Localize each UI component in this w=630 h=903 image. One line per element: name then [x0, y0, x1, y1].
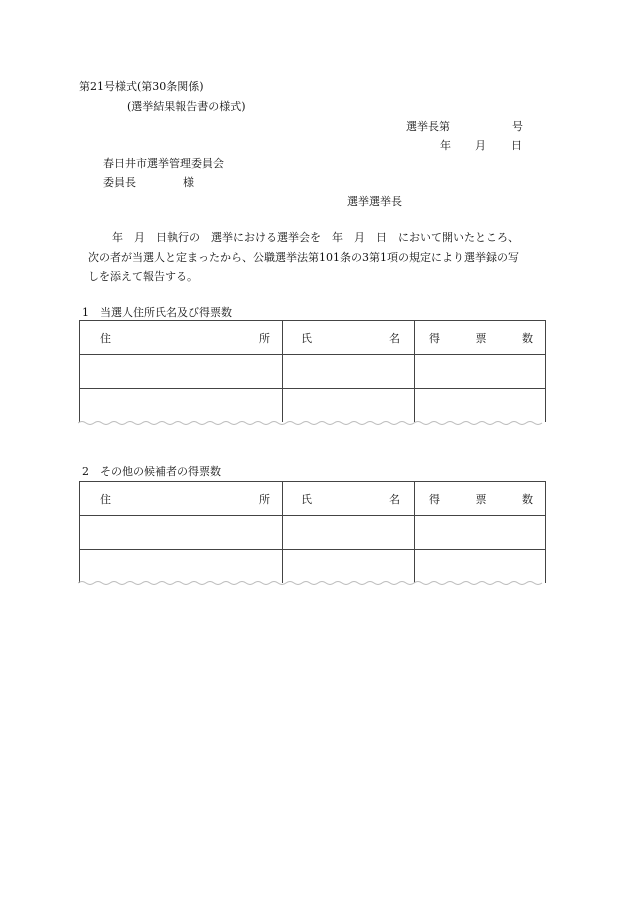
- table-cell: [283, 550, 415, 584]
- doc-ref-prefix: 選挙長第: [406, 120, 450, 133]
- table-row: [80, 550, 546, 584]
- date-month: 月: [475, 139, 486, 152]
- header-name: 氏 名: [283, 321, 415, 355]
- header-name: 氏 名: [283, 482, 415, 516]
- table-break-line: [78, 580, 546, 586]
- table-cell: [283, 389, 415, 423]
- other-candidates-table: [79, 481, 546, 583]
- date-day: 日: [511, 139, 522, 152]
- body-line: 次の者が当選人と定まったから、公職選挙法第101条の3第1項の規定により選挙録の写: [88, 250, 519, 264]
- addressee-title: 委員長: [103, 176, 136, 189]
- header-address: 住 所: [80, 321, 283, 355]
- header-address: 住 所: [80, 482, 283, 516]
- doc-ref-suffix: 号: [512, 120, 523, 133]
- table-cell: [80, 389, 283, 423]
- table-break-line: [78, 420, 546, 426]
- body-line: 年 月 日執行の 選挙における選挙会を 年 月 日 において開いたところ、: [112, 231, 519, 244]
- elected-table: [79, 320, 546, 422]
- addressee-honorific: 様: [183, 176, 194, 189]
- table-row: [80, 389, 546, 423]
- table-header-row: [80, 482, 546, 516]
- section-heading: 2 その他の候補者の得票数: [82, 465, 221, 478]
- form-number: 第21号様式(第30条関係): [79, 80, 204, 93]
- addressee-org: 春日井市選挙管理委員会: [103, 157, 224, 170]
- form-subtitle: (選挙結果報告書の様式): [127, 100, 246, 113]
- table-cell: [415, 389, 546, 423]
- table-row: [80, 516, 546, 550]
- table-cell: [415, 355, 546, 389]
- date-year: 年: [440, 139, 451, 152]
- table-cell: [80, 550, 283, 584]
- header-votes: 得 票 数: [415, 482, 546, 516]
- section-heading: 1 当選人住所氏名及び得票数: [82, 306, 232, 319]
- table-cell: [80, 516, 283, 550]
- table-cell: [415, 550, 546, 584]
- body-line: しを添えて報告する。: [88, 270, 198, 283]
- table-cell: [415, 516, 546, 550]
- table-cell: [80, 355, 283, 389]
- table-cell: [283, 516, 415, 550]
- table-cell: [283, 355, 415, 389]
- body-paragraph: [88, 228, 546, 287]
- sender: 選挙選挙長: [347, 195, 402, 208]
- table-header-row: [80, 321, 546, 355]
- header-votes: 得 票 数: [415, 321, 546, 355]
- table-row: [80, 355, 546, 389]
